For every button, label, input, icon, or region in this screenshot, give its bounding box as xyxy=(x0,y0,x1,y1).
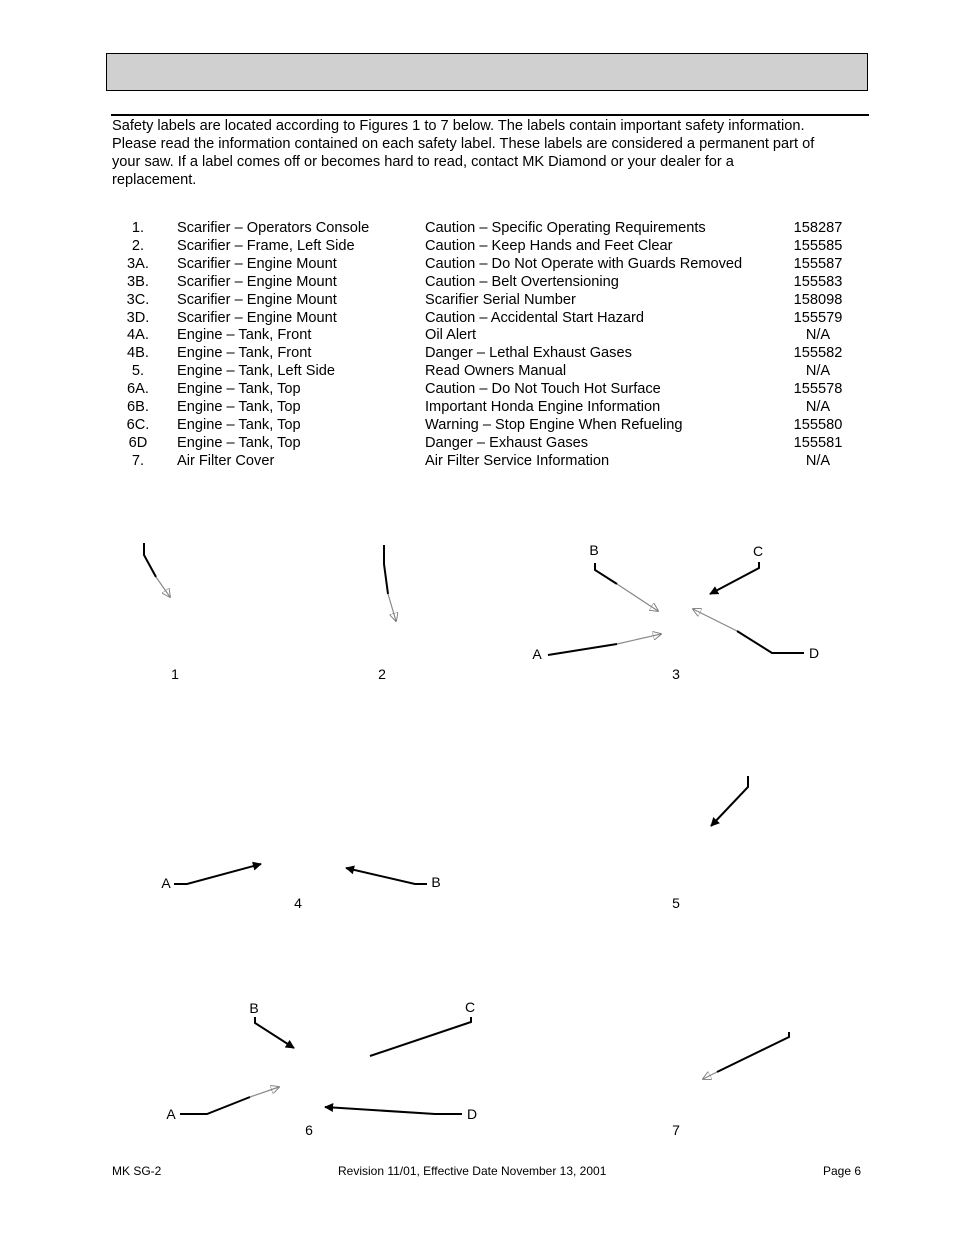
label-part-number: 158098 xyxy=(793,291,843,308)
callout-arrow-a xyxy=(548,644,617,655)
callout-arrow-shaft xyxy=(250,1087,279,1097)
callout-label-c: C xyxy=(752,543,764,559)
label-description: Read Owners Manual xyxy=(425,363,567,380)
label-number: 4A. xyxy=(127,327,149,344)
label-location: Scarifier – Engine Mount xyxy=(177,309,337,326)
callout-arrow-shaft xyxy=(617,584,658,611)
label-number: 3B. xyxy=(127,273,149,290)
label-part-number: N/A xyxy=(805,363,831,380)
figure-5 xyxy=(672,776,748,911)
label-number: 7. xyxy=(131,452,145,469)
label-part-number: 155578 xyxy=(793,381,843,398)
callout-arrow-shaft xyxy=(617,634,661,644)
callout-arrow-c xyxy=(370,1017,471,1056)
figure-2 xyxy=(378,545,396,682)
label-part-number: N/A xyxy=(805,327,831,344)
label-number: 6C. xyxy=(126,416,150,433)
callout-arrow-shaft xyxy=(703,1072,717,1079)
callout-arrow-a xyxy=(174,864,261,884)
label-part-number: 155579 xyxy=(793,309,843,326)
label-location: Engine – Tank, Top xyxy=(177,399,301,416)
figure-caption: 5 xyxy=(672,895,680,911)
label-description: Danger – Exhaust Gases xyxy=(425,434,589,451)
callout-arrow-a xyxy=(180,1097,250,1114)
callout-arrow-b xyxy=(595,563,617,584)
label-location: Scarifier – Engine Mount xyxy=(177,255,337,272)
intro-line: replacement. xyxy=(112,172,197,188)
label-location: Scarifier – Frame, Left Side xyxy=(177,237,355,254)
label-part-number: 155583 xyxy=(793,273,843,290)
figure-caption: 7 xyxy=(672,1122,680,1138)
callout-arrow-d xyxy=(325,1107,462,1114)
label-location: Engine – Tank, Top xyxy=(177,434,301,451)
label-part-number: N/A xyxy=(805,399,831,416)
label-number: 6B. xyxy=(127,399,149,416)
label-number: 3C. xyxy=(126,291,150,308)
callout-label-a: A xyxy=(161,875,171,891)
label-location: Scarifier – Engine Mount xyxy=(177,273,337,290)
label-description: Scarifier Serial Number xyxy=(425,291,576,308)
callout-label-a: A xyxy=(532,646,542,662)
callout-arrow-d xyxy=(737,631,804,653)
callout-arrow-b xyxy=(255,1017,294,1048)
figure-4 xyxy=(161,864,440,911)
callout-arrow xyxy=(144,543,156,577)
label-number: 5. xyxy=(131,363,145,380)
callout-arrow xyxy=(384,545,388,594)
figure-caption: 4 xyxy=(294,895,302,911)
callout-arrow-c xyxy=(710,562,759,594)
intro-line: your saw. If a label comes off or becomes hard to read, contact MK Diamond or your dealer for a xyxy=(112,154,734,170)
footer-page-number: Page 6 xyxy=(823,1164,862,1178)
label-description: Caution – Keep Hands and Feet Clear xyxy=(425,237,673,254)
label-number: 6D xyxy=(128,434,148,451)
label-location: Engine – Tank, Top xyxy=(177,416,301,433)
label-part-number: N/A xyxy=(805,452,831,469)
callout-label-b: B xyxy=(431,874,441,890)
label-number: 3D. xyxy=(126,309,150,326)
label-part-number: 155585 xyxy=(793,237,843,254)
intro-line: Please read the information contained on each safety label. These labels are considered a permanent part of xyxy=(112,136,815,152)
label-location: Scarifier – Engine Mount xyxy=(177,291,337,308)
callout-label-d: D xyxy=(808,645,820,661)
label-part-number: 155580 xyxy=(793,416,843,433)
footer-doc-id: MK SG-2 xyxy=(112,1164,162,1178)
label-location: Engine – Tank, Front xyxy=(177,327,312,344)
callout-arrow xyxy=(717,1032,789,1072)
label-description: Caution – Do Not Operate with Guards Removed xyxy=(425,255,743,272)
label-description: Caution – Specific Operating Requirements xyxy=(425,220,706,236)
callout-arrow xyxy=(711,776,748,826)
label-description: Important Honda Engine Information xyxy=(425,399,661,416)
callout-label-b: B xyxy=(589,542,599,558)
callout-label-a: A xyxy=(166,1106,176,1122)
label-description: Air Filter Service Information xyxy=(425,452,610,469)
label-description: Caution – Do Not Touch Hot Surface xyxy=(425,381,661,398)
label-number: 2. xyxy=(131,237,145,254)
label-part-number: 155587 xyxy=(793,255,843,272)
callout-arrow-shaft xyxy=(156,577,170,597)
figure-7 xyxy=(672,1032,789,1138)
callout-arrow-b xyxy=(346,868,427,884)
label-description: Caution – Accidental Start Hazard xyxy=(425,309,645,326)
label-number: 1. xyxy=(131,220,145,236)
label-location: Engine – Tank, Front xyxy=(177,345,312,362)
label-number: 4B. xyxy=(127,345,149,362)
callout-label-c: C xyxy=(464,999,476,1015)
footer-revision: Revision 11/01, Effective Date November 13, 2001 xyxy=(338,1164,607,1178)
figure-6 xyxy=(166,999,477,1138)
label-part-number: 155582 xyxy=(793,345,843,362)
figure-1 xyxy=(144,543,179,682)
label-description: Warning – Stop Engine When Refueling xyxy=(425,416,683,433)
label-part-number: 158287 xyxy=(793,220,843,236)
figure-3 xyxy=(532,542,819,682)
callout-arrow-shaft xyxy=(693,609,737,631)
label-description: Caution – Belt Overtensioning xyxy=(425,273,619,290)
figure-caption: 1 xyxy=(171,666,179,682)
label-location: Engine – Tank, Left Side xyxy=(177,363,335,380)
figure-caption: 2 xyxy=(378,666,386,682)
label-description: Oil Alert xyxy=(425,327,477,344)
label-part-number: 155581 xyxy=(793,434,843,451)
figure-caption: 3 xyxy=(672,666,680,682)
label-location: Engine – Tank, Top xyxy=(177,381,301,398)
callout-arrow-shaft xyxy=(388,594,396,621)
intro-line: Safety labels are located according to Figures 1 to 7 below. The labels contain important safety information. xyxy=(112,118,805,134)
callout-label-d: D xyxy=(466,1106,478,1122)
figure-caption: 6 xyxy=(305,1122,313,1138)
label-location: Scarifier – Operators Console xyxy=(177,220,370,236)
label-location: Air Filter Cover xyxy=(177,452,275,469)
label-number: 3A. xyxy=(127,255,149,272)
label-number: 6A. xyxy=(127,381,149,398)
callout-label-b: B xyxy=(249,1000,259,1016)
label-description: Danger – Lethal Exhaust Gases xyxy=(425,345,632,362)
